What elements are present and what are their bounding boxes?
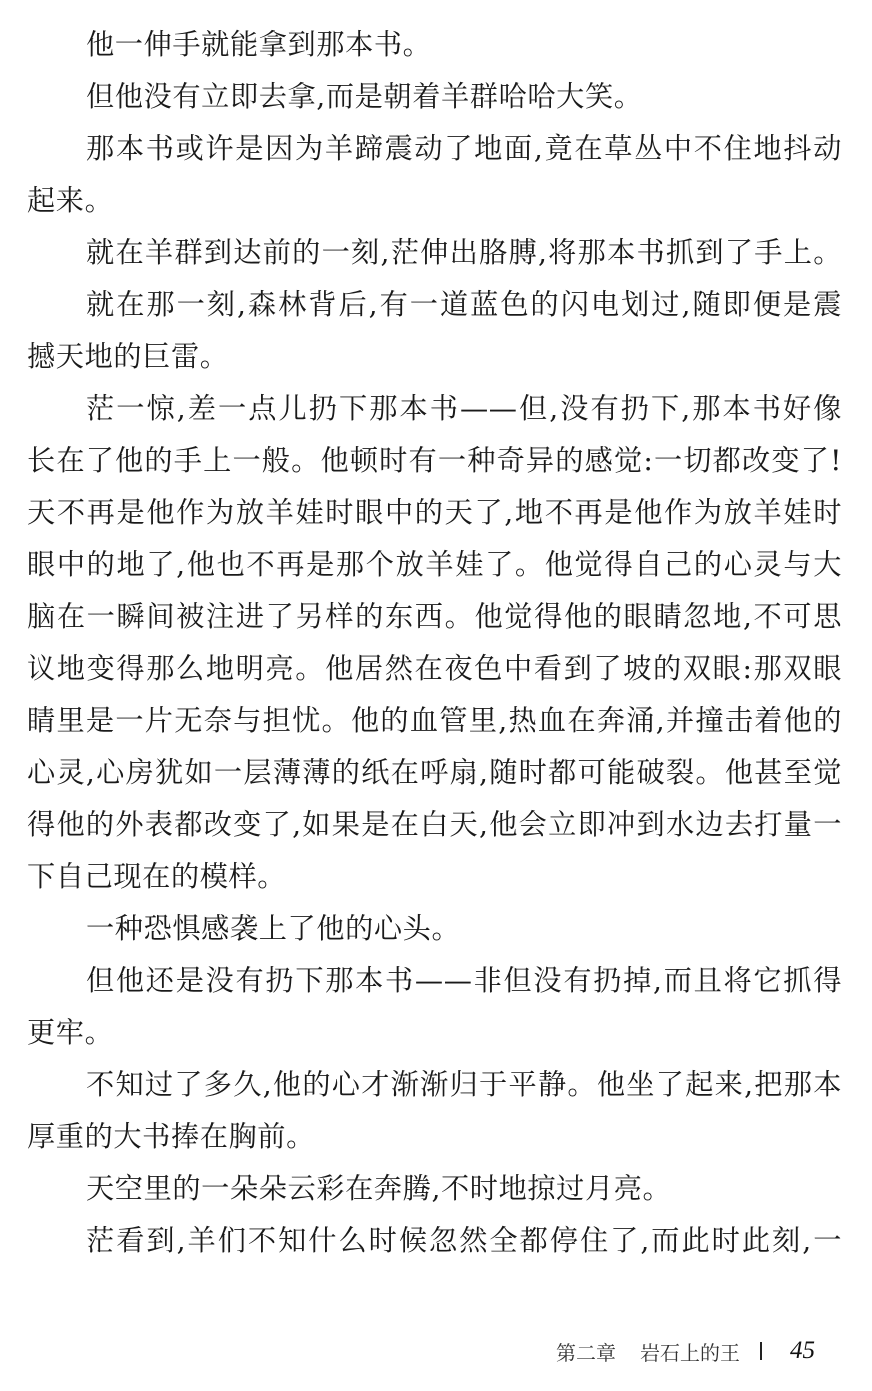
- text-line: 议地变得那么地明亮。他居然在夜色中看到了坡的双眼:那双眼: [27, 652, 842, 685]
- text-line: 脑在一瞬间被注进了另样的东西。他觉得他的眼睛忽地,不可思: [27, 600, 842, 633]
- text-line: 撼天地的巨雷。: [27, 340, 229, 373]
- text-line: 起来。: [27, 184, 114, 217]
- text-line: 天空里的一朵朵云彩在奔腾,不时地掠过月亮。: [86, 1172, 672, 1205]
- text-line: 得他的外表都改变了,如果是在白天,他会立即冲到水边去打量一: [27, 808, 842, 841]
- text-line: 那本书或许是因为羊蹄震动了地面,竟在草丛中不住地抖动: [86, 132, 842, 165]
- text-line: 厚重的大书捧在胸前。: [27, 1120, 315, 1153]
- page-footer: [556, 1336, 815, 1366]
- text-line: 长在了他的手上一般。他顿时有一种奇异的感觉:一切都改变了!: [27, 444, 842, 477]
- text-line: 他一伸手就能拿到那本书。: [86, 28, 432, 61]
- text-line: 眼中的地了,他也不再是那个放羊娃了。他觉得自己的心灵与大: [27, 548, 842, 581]
- text-line: 就在羊群到达前的一刻,茫伸出胳膊,将那本书抓到了手上。: [86, 236, 842, 269]
- text-line: 茫一惊,差一点儿扔下那本书——但,没有扔下,那本书好像: [86, 392, 842, 425]
- chapter-title: 岩石上的王: [640, 1340, 740, 1365]
- chapter-label: 第二章: [556, 1340, 616, 1365]
- text-line: 一种恐惧感袭上了他的心头。: [86, 912, 461, 945]
- text-line: 睛里是一片无奈与担忧。他的血管里,热血在奔涌,并撞击着他的: [27, 704, 842, 737]
- footer-separator: [760, 1342, 762, 1360]
- text-line: 就在那一刻,森林背后,有一道蓝色的闪电划过,随即便是震: [86, 288, 842, 321]
- book-page-body: [27, 24, 842, 1272]
- text-line: 下自己现在的模样。: [27, 860, 287, 893]
- text-line: 更牢。: [27, 1016, 114, 1049]
- page-number: 45: [790, 1337, 815, 1364]
- text-line: 天不再是他作为放羊娃时眼中的天了,地不再是他作为放羊娃时: [27, 496, 842, 529]
- text-line: 但他没有立即去拿,而是朝着羊群哈哈大笑。: [86, 80, 643, 113]
- text-line: 茫看到,羊们不知什么时候忽然全都停住了,而此时此刻,一: [86, 1224, 842, 1257]
- text-line: 不知过了多久,他的心才渐渐归于平静。他坐了起来,把那本: [86, 1068, 842, 1101]
- text-line: 心灵,心房犹如一层薄薄的纸在呼扇,随时都可能破裂。他甚至觉: [27, 756, 842, 789]
- text-line: 但他还是没有扔下那本书——非但没有扔掉,而且将它抓得: [86, 964, 842, 997]
